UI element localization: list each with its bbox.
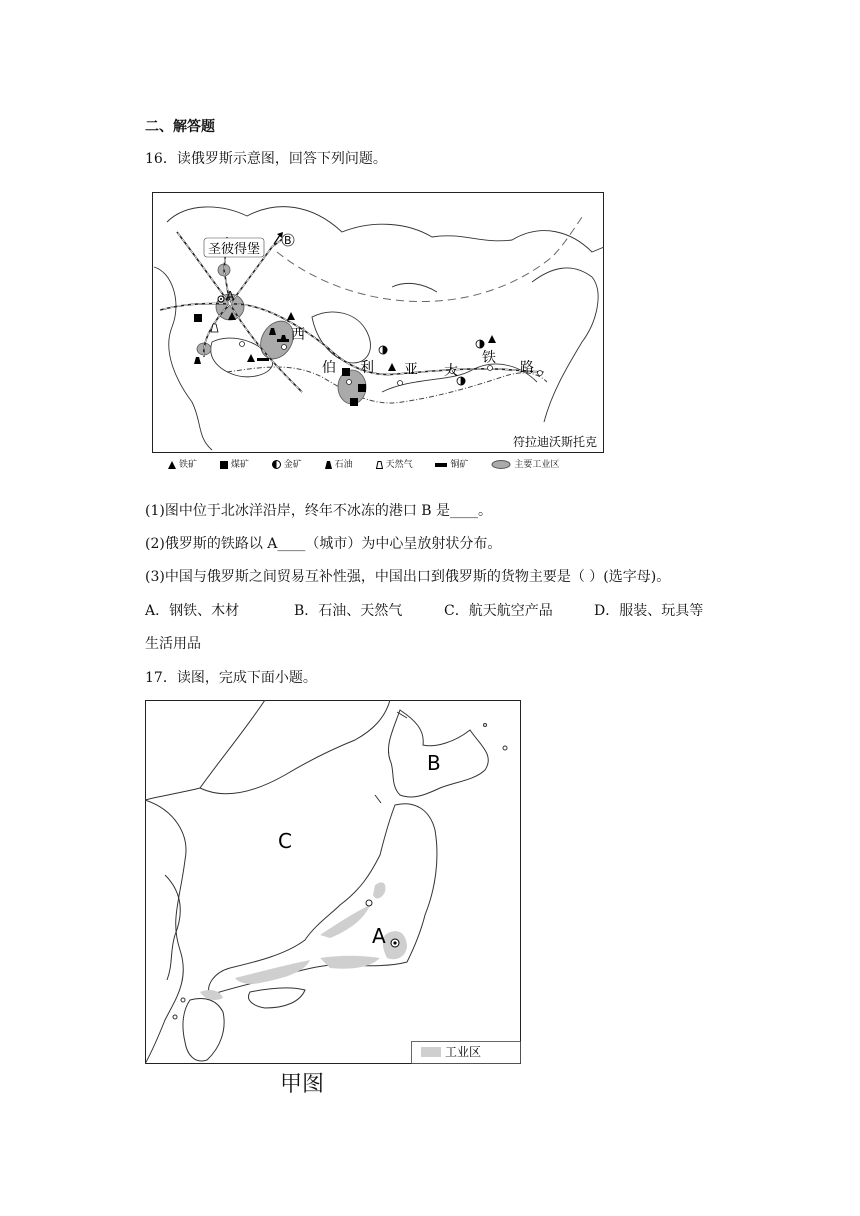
bar-icon [435,463,447,467]
label-st-petersburg: 圣彼得堡 [208,242,261,257]
gas-icon [376,461,383,469]
russia-map [152,192,604,453]
label-b: B [427,751,441,775]
japan-map [145,700,521,1064]
option-b[interactable]: B．石油、天然气 [294,603,403,619]
label-bo: 伯 [322,360,336,376]
legend-oil: 石油 [325,459,363,471]
legend-gold: 金矿 [272,459,312,471]
question-16-sub3: (3)中国与俄罗斯之间贸易互补性强，中国出口到俄罗斯的货物主要是（ ）(选字母)。 [145,569,671,585]
oil-icon [325,461,332,469]
label-xi: 西 [291,327,305,343]
legend-industry-label: 工业区 [445,1045,482,1059]
legend-gas: 天然气 [376,459,423,471]
question-16-sub2: (2)俄罗斯的铁路以 A____（城市）为中心呈放射状分布。 [145,536,502,552]
legend-coal: 煤矿 [220,459,259,471]
label-port-b: B [284,234,292,247]
figure-caption: 甲图 [280,1072,325,1097]
label-li: 利 [360,360,374,376]
option-c[interactable]: C．航天航空产品 [444,603,553,619]
industry-swatch [421,1047,441,1057]
question-16-sub1: (1)图中位于北冰洋沿岸，终年不冰冻的港口 B 是____。 [145,503,493,519]
label-da: 大 [444,363,458,379]
option-d[interactable]: D．服装、玩具等 [594,603,704,619]
label-city-a: A [226,289,235,303]
label-ya: 亚 [404,362,418,378]
ellipse-icon [491,460,511,469]
option-a[interactable]: A．钢铁、木材 [145,603,240,619]
question-16-stem: 16．读俄罗斯示意图，回答下列问题。 [145,151,387,167]
section-title: 二、解答题 [145,119,215,135]
russia-map-legend [168,459,579,471]
legend-industry: 主要工业区 [491,459,569,471]
legend-iron: 铁矿 [168,459,207,471]
label-vladivostok: 符拉迪沃斯托克 [513,435,598,449]
option-d-continued: 生活用品 [145,636,201,652]
label-tie: 铁 [482,350,496,366]
label-a: A [372,924,386,948]
triangle-icon [168,461,176,469]
question-17-stem: 17．读图，完成下面小题。 [145,670,317,686]
legend-copper: 铜矿 [435,459,478,471]
half-circle-icon [272,460,281,469]
label-c: C [278,829,292,853]
square-icon [220,461,228,469]
label-lu: 路 [520,360,534,376]
